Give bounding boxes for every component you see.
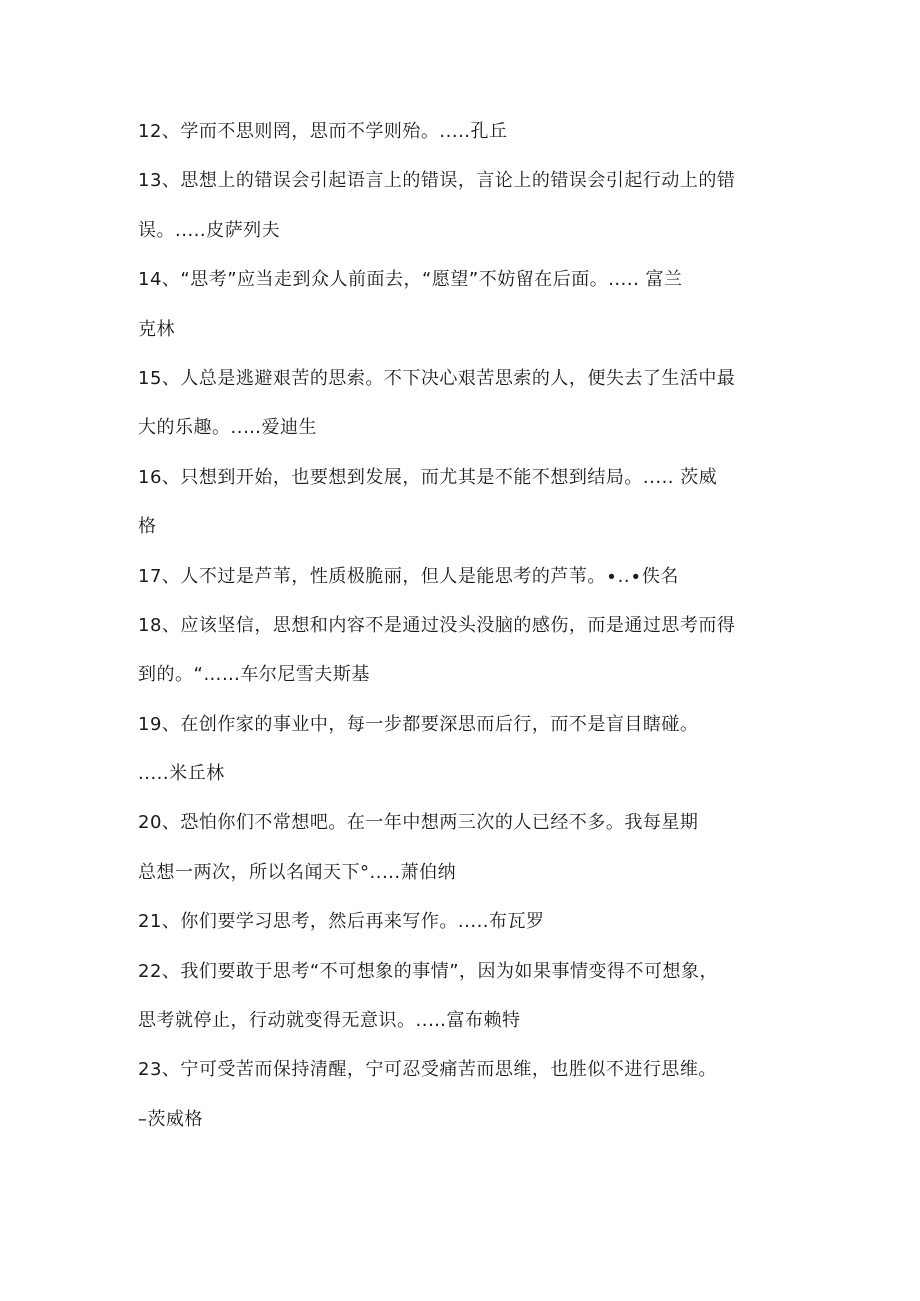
quote-21-line: 21、你们要学习思考，然后再来写作。.....布瓦罗 xyxy=(138,911,545,933)
quote-23-line-1: 23、宁可受苦而保持清醒，宁可忍受痛苦而思维，也胜似不进行思维。 xyxy=(138,1059,717,1081)
quote-18-line-1: 18、应该坚信，思想和内容不是通过没头没脑的感伤，而是通过思考而得 xyxy=(138,614,736,636)
quote-13-line-2: 误。.....皮萨列夫 xyxy=(138,219,281,241)
quote-20-line-1: 20、恐怕你们不常想吧。在一年中想两三次的人已经不多。我每星期 xyxy=(138,812,699,834)
quote-23-line-2: –茨威格 xyxy=(138,1108,203,1130)
quote-15-line-2: 大的乐趣。..…爱迪生 xyxy=(138,417,317,439)
quote-list xyxy=(138,107,798,1144)
quote-16-line-1: 16、只想到开始，也要想到发展，而尤其是不能不想到结局。..... 茨威 xyxy=(138,466,718,488)
quote-13-line-1: 13、思想上的错误会引起语言上的错误，言论上的错误会引起行动上的错 xyxy=(138,170,736,192)
quote-14-line-2: 克林 xyxy=(138,318,175,340)
quote-22-line-1: 22、我们要敢于思考“不可想象的事情”，因为如果事情变得不可想象， xyxy=(138,960,719,982)
quote-19-line-2: .....米丘林 xyxy=(138,763,225,785)
quote-18-line-2: 到的。“……车尔尼雪夫斯基 xyxy=(138,664,370,686)
quote-19-line-1: 19、在创作家的事业中，每一步都要深思而后行，而不是盲目瞎碰。 xyxy=(138,713,699,735)
quote-15-line-1: 15、人总是逃避艰苦的思索。不下决心艰苦思索的人，便失去了生活中最 xyxy=(138,367,736,389)
quote-16-line-2: 格 xyxy=(138,516,157,538)
quote-22-line-2: 思考就停止，行动就变得无意识。..…富布赖特 xyxy=(138,1010,521,1032)
quote-12-line: 12、学而不思则罔，思而不学则殆。.....孔丘 xyxy=(138,121,508,142)
quote-17-line: 17、人不过是芦苇，性质极脆丽，但人是能思考的芦苇。∙..∙佚名 xyxy=(138,565,679,587)
quote-14-line-1: 14、“思考”应当走到众人前面去，“愿望”不妨留在后面。..... 富兰 xyxy=(138,269,683,291)
quote-20-line-2: 总想一两次，所以名闻天下°.....萧伯纳 xyxy=(138,861,457,883)
